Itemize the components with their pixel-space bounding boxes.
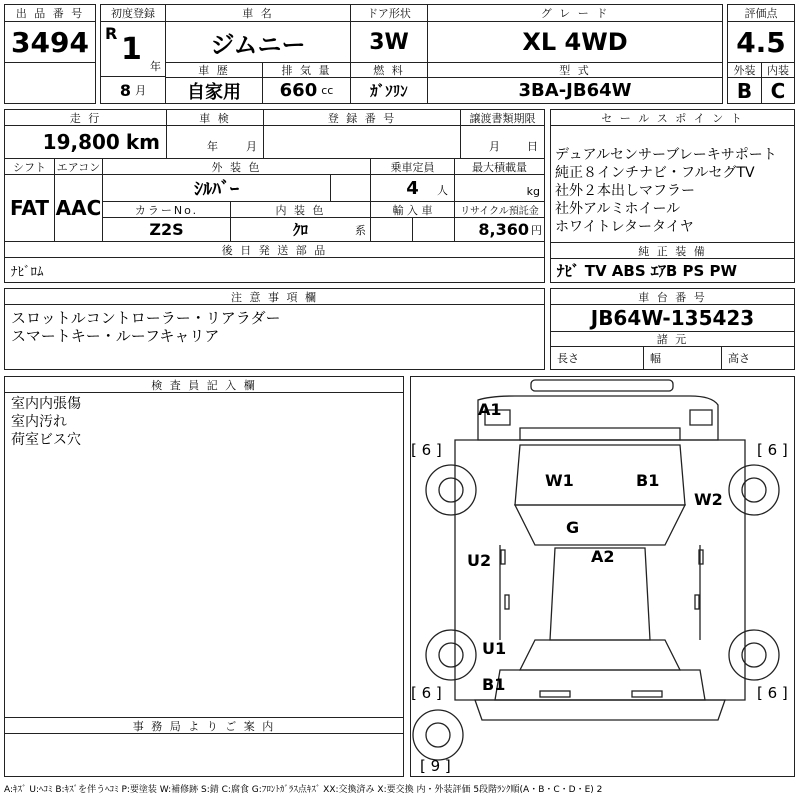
- mark-b1-bottom: B1: [482, 675, 506, 694]
- office-notes: [4, 733, 404, 777]
- inspection-label: 車 検: [166, 109, 264, 126]
- displacement-label: 排 気 量: [262, 62, 351, 78]
- mark-g: G: [566, 518, 580, 537]
- transfer-cell: [460, 125, 545, 159]
- mark-u2: U2: [467, 551, 492, 570]
- recycle: 8,360: [478, 220, 529, 239]
- interior-label: 内装: [761, 62, 795, 78]
- model: 3BA-JB64W: [427, 77, 723, 104]
- car-name-label: 車 名: [165, 4, 351, 22]
- notes-label: 注 意 事 項 欄: [4, 288, 545, 305]
- interior-color-cell: [230, 217, 371, 242]
- interior-color: ｸﾛ: [292, 221, 308, 239]
- mark-u1: U1: [482, 639, 507, 658]
- history-label: 車 歴: [165, 62, 263, 78]
- sales-point: ホワイトレタータイヤ: [555, 219, 694, 235]
- first-reg-label: 初度登録: [100, 4, 166, 22]
- fuel-label: 燃 料: [350, 62, 428, 78]
- equipment: ﾅﾋﾞ TV ABS ｴｱB PS PW: [550, 258, 795, 283]
- inspector-label: 検 査 員 記 入 欄: [4, 376, 404, 393]
- reg-no-label: 登 録 番 号: [263, 109, 461, 126]
- exterior-label: 外装: [727, 62, 762, 78]
- inspection-year-unit: 年: [207, 140, 218, 153]
- inspector-notes: [4, 392, 404, 718]
- inspector-line: 室内汚れ: [11, 414, 67, 430]
- inspection-month-unit: 月: [246, 140, 257, 153]
- mark-w2: W2: [694, 490, 723, 509]
- width-label: 幅: [643, 346, 722, 370]
- height-label: 高さ: [721, 346, 795, 370]
- seats-unit: 人: [437, 184, 448, 197]
- doors-label: ドア形状: [350, 4, 428, 22]
- ac-label: エアコン: [54, 158, 103, 175]
- sales-point: デュアルセンサーブレーキサポート: [555, 147, 777, 163]
- sales-point: 純正８インチナビ・フルセグTV: [555, 165, 755, 181]
- ac: AAC: [54, 174, 103, 242]
- legend: A:ｷｽﾞ U:ﾍｺﾐ B:ｷｽﾞを伴うﾍｺﾐ P:要塗装 W:補修跡 S:錆 C:腐食 G:ﾌﾛﾝﾄｶﾞﾗｽ点ｷｽﾞ XX:交換済み X:要交換 内・外装評価 5段階ﾗﾝｸ順(A・B・C・D・E) 2: [4, 785, 603, 795]
- tread-front-left: [ 6 ]: [411, 441, 442, 459]
- import-cell-b: [412, 217, 455, 242]
- displacement-unit: cc: [321, 84, 334, 97]
- interior-grade: C: [761, 77, 795, 104]
- interior-color-label: 内 装 色: [230, 201, 371, 218]
- transfer-label: 譲渡書類期限: [460, 109, 545, 126]
- year-unit: 年: [150, 60, 161, 73]
- mark-a2: A2: [591, 547, 615, 566]
- grade-label: グ レ ー ド: [427, 4, 723, 22]
- equipment-label: 純 正 装 備: [550, 242, 795, 259]
- mileage: 19,800: [42, 130, 120, 154]
- import-label: 輸 入 車: [370, 201, 455, 218]
- color-label: 外 装 色: [102, 158, 371, 175]
- import-cell-a: [370, 217, 413, 242]
- later-parts-label: 後 日 発 送 部 品: [4, 241, 545, 258]
- grade: XL 4WD: [427, 21, 723, 63]
- color-no-label: カラーNo.: [102, 201, 231, 218]
- mileage-cell: [4, 125, 167, 159]
- later-parts: ﾅﾋﾞﾛﾑ: [4, 257, 545, 283]
- seats: 4: [406, 177, 419, 199]
- color-blank: [330, 174, 371, 202]
- shift-label: シフト: [4, 158, 55, 175]
- dims-label: 諸 元: [550, 331, 795, 347]
- exterior-grade: B: [727, 77, 762, 104]
- inspection-cell: [166, 125, 264, 159]
- recycle-unit: 円: [531, 223, 542, 237]
- load-unit: kg: [526, 185, 540, 198]
- mileage-label: 走 行: [4, 109, 167, 126]
- score: 4.5: [727, 21, 795, 63]
- month-unit: 月: [135, 84, 147, 97]
- displacement: 660: [279, 80, 318, 101]
- tread-rear-left: [ 6 ]: [411, 684, 442, 702]
- sales-point: 社外２本出しマフラー: [555, 183, 695, 199]
- seats-cell: [370, 174, 455, 202]
- length-label: 長さ: [550, 346, 644, 370]
- transfer-day-unit: 日: [527, 140, 538, 153]
- car-diagram-frame: [410, 376, 795, 777]
- notes: [4, 304, 545, 370]
- note-line: スロットルコントローラー・リアラダー: [11, 309, 281, 327]
- load-label: 最大積載量: [454, 158, 545, 175]
- model-label: 型 式: [427, 62, 723, 78]
- chassis-label: 車 台 番 号: [550, 288, 795, 305]
- office-label: 事 務 局 よ り ご 案 内: [4, 717, 404, 734]
- tread-rear-right: [ 6 ]: [757, 684, 788, 702]
- lot-blank: [4, 62, 96, 104]
- transfer-month-unit: 月: [489, 140, 500, 153]
- color: ｼﾙﾊﾞｰ: [102, 174, 331, 202]
- car-name: ジムニー: [165, 21, 351, 63]
- recycle-label: リサイクル預託金: [454, 201, 545, 218]
- first-reg-year: 1: [121, 32, 142, 67]
- first-reg-month: 8: [119, 80, 132, 100]
- fuel: ｶﾞｿﾘﾝ: [350, 77, 428, 104]
- note-line: スマートキー・ルーフキャリア: [11, 327, 220, 345]
- history: 自家用: [165, 77, 263, 104]
- era: R: [105, 24, 118, 43]
- mileage-unit: km: [125, 130, 160, 154]
- sales-point: 社外アルミホイール: [555, 201, 681, 217]
- displacement-cell: [262, 77, 351, 104]
- lot-number: 3494: [4, 21, 96, 63]
- first-reg-month-cell: [100, 76, 166, 104]
- sales-points: [550, 125, 795, 243]
- mark-w1: W1: [545, 471, 574, 490]
- chassis-number: JB64W-135423: [550, 304, 795, 332]
- load-cell: [454, 174, 545, 202]
- mark-b1-top: B1: [636, 471, 660, 490]
- doors: 3W: [350, 21, 428, 63]
- recycle-cell: [454, 217, 545, 242]
- reg-no-cell: [263, 125, 461, 159]
- shift: FAT: [4, 174, 55, 242]
- score-label: 評価点: [727, 4, 795, 22]
- lot-label: 出 品 番 号: [4, 4, 96, 22]
- color-no: Z2S: [102, 217, 231, 242]
- inspector-line: 室内内張傷: [11, 396, 81, 412]
- seats-label: 乗車定員: [370, 158, 455, 175]
- inspector-line: 荷室ビス穴: [11, 432, 81, 448]
- first-reg-year-cell: [100, 21, 166, 77]
- tread-front-right: [ 6 ]: [757, 441, 788, 459]
- mark-a1: A1: [478, 400, 502, 419]
- sales-points-label: セ ー ル ス ポ イ ン ト: [550, 109, 795, 126]
- tread-spare: [ 9 ]: [420, 757, 451, 775]
- interior-color-unit: 系: [355, 224, 366, 237]
